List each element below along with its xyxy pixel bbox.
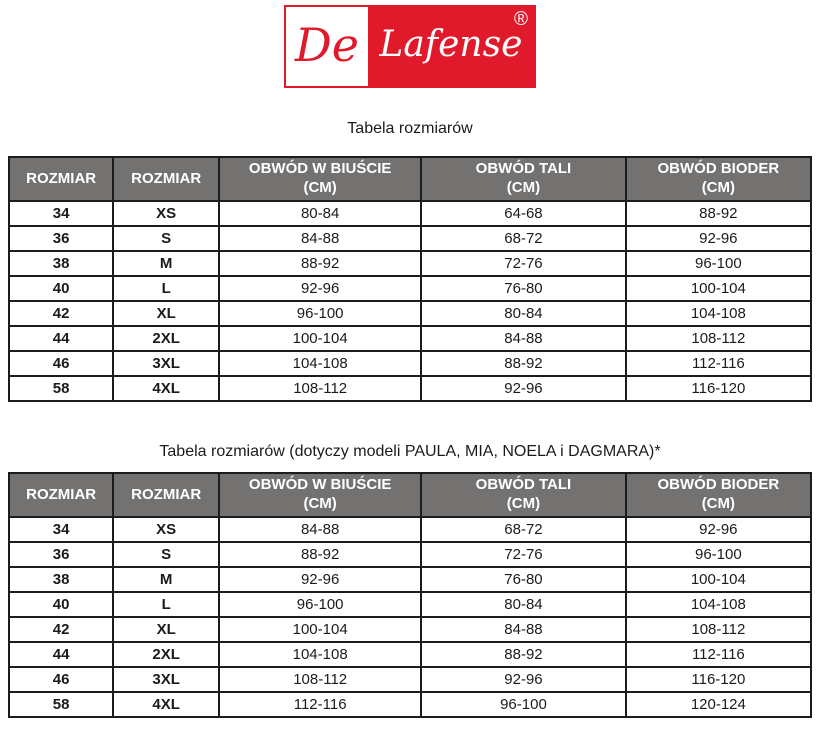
table-cell: 84-88 xyxy=(421,326,626,351)
table-row xyxy=(9,351,811,376)
table-row xyxy=(9,276,811,301)
column-header: OBWÓD W BIUŚCIE (CM) xyxy=(219,157,421,201)
table-cell: XS xyxy=(113,201,219,226)
table-cell: 92-96 xyxy=(421,376,626,401)
column-header: ROZMIAR xyxy=(113,473,219,517)
table-cell: 84-88 xyxy=(219,226,421,251)
table-cell: 92-96 xyxy=(219,567,421,592)
table-cell: 116-120 xyxy=(626,667,811,692)
table-cell: 58 xyxy=(9,376,113,401)
table-cell: 2XL xyxy=(113,642,219,667)
table-cell: 92-96 xyxy=(626,226,811,251)
table-cell: 92-96 xyxy=(626,517,811,542)
table-body xyxy=(9,201,811,401)
table-cell: 104-108 xyxy=(626,592,811,617)
table2-title: Tabela rozmiarów (dotyczy modeli PAULA, MIA, NOELA i DAGMARA)* xyxy=(159,443,661,460)
table-cell: 100-104 xyxy=(219,326,421,351)
table-cell: 4XL xyxy=(113,692,219,717)
table-cell: 36 xyxy=(9,542,113,567)
table-cell: S xyxy=(113,542,219,567)
table-cell: S xyxy=(113,226,219,251)
table-row xyxy=(9,542,811,567)
logo-lafense-text: Lafense xyxy=(379,23,523,65)
column-header: ROZMIAR xyxy=(113,157,219,201)
table-row xyxy=(9,517,811,542)
table-row xyxy=(9,667,811,692)
logo-de-text: De xyxy=(294,17,359,72)
table-cell: 104-108 xyxy=(626,301,811,326)
table-cell: 88-92 xyxy=(219,251,421,276)
logo-lafense-panel xyxy=(368,7,534,86)
registered-trademark-icon: ® xyxy=(514,9,528,30)
table-cell: 108-112 xyxy=(219,376,421,401)
table-cell: 34 xyxy=(9,201,113,226)
table-cell: 112-116 xyxy=(219,692,421,717)
table-cell: 64-68 xyxy=(421,201,626,226)
table-cell: 96-100 xyxy=(219,301,421,326)
size-table-standard xyxy=(8,156,812,402)
document-page xyxy=(0,5,820,736)
table-cell: 76-80 xyxy=(421,567,626,592)
table-header-row xyxy=(9,473,811,517)
table-body xyxy=(9,517,811,717)
table-cell: XL xyxy=(113,617,219,642)
table-cell: 88-92 xyxy=(421,351,626,376)
table-cell: 84-88 xyxy=(219,517,421,542)
table-cell: 112-116 xyxy=(626,642,811,667)
table-row xyxy=(9,642,811,667)
table-cell: 44 xyxy=(9,642,113,667)
table-cell: 88-92 xyxy=(219,542,421,567)
column-header: OBWÓD W BIUŚCIE (CM) xyxy=(219,473,421,517)
table-cell: 100-104 xyxy=(626,276,811,301)
table-cell: 96-100 xyxy=(421,692,626,717)
table-cell: L xyxy=(113,276,219,301)
brand-logo xyxy=(284,5,536,88)
table-row xyxy=(9,251,811,276)
table-cell: 42 xyxy=(9,301,113,326)
table-cell: 84-88 xyxy=(421,617,626,642)
table-cell: 68-72 xyxy=(421,517,626,542)
table-cell: 42 xyxy=(9,617,113,642)
table-cell: 3XL xyxy=(113,351,219,376)
table-cell: 80-84 xyxy=(219,201,421,226)
table-cell: 80-84 xyxy=(421,301,626,326)
table-cell: 72-76 xyxy=(421,251,626,276)
table-cell: L xyxy=(113,592,219,617)
table-cell: 34 xyxy=(9,517,113,542)
table-cell: 38 xyxy=(9,567,113,592)
column-header: OBWÓD TALI (CM) xyxy=(421,473,626,517)
table1-title: Tabela rozmiarów xyxy=(347,120,473,137)
table-cell: 44 xyxy=(9,326,113,351)
table-cell: 96-100 xyxy=(626,251,811,276)
table-cell: 92-96 xyxy=(219,276,421,301)
table-row xyxy=(9,226,811,251)
table-cell: 4XL xyxy=(113,376,219,401)
table-cell: 96-100 xyxy=(626,542,811,567)
table-cell: 40 xyxy=(9,592,113,617)
table-cell: 80-84 xyxy=(421,592,626,617)
table-cell: 46 xyxy=(9,667,113,692)
table-cell: XL xyxy=(113,301,219,326)
table-row xyxy=(9,567,811,592)
table-cell: 76-80 xyxy=(421,276,626,301)
table-cell: 40 xyxy=(9,276,113,301)
table-cell: 92-96 xyxy=(421,667,626,692)
table-cell: 120-124 xyxy=(626,692,811,717)
table-cell: 68-72 xyxy=(421,226,626,251)
table-cell: 112-116 xyxy=(626,351,811,376)
table-cell: 100-104 xyxy=(219,617,421,642)
column-header: OBWÓD BIODER (CM) xyxy=(626,157,811,201)
table-cell: 108-112 xyxy=(626,326,811,351)
size-table-paula-mia-noela-dagmara xyxy=(8,472,812,718)
table-cell: 88-92 xyxy=(421,642,626,667)
column-header: OBWÓD BIODER (CM) xyxy=(626,473,811,517)
table-cell: 88-92 xyxy=(626,201,811,226)
table-cell: 108-112 xyxy=(626,617,811,642)
table-cell: 3XL xyxy=(113,667,219,692)
table-cell: 104-108 xyxy=(219,351,421,376)
table-row xyxy=(9,376,811,401)
table-cell: XS xyxy=(113,517,219,542)
table-cell: 96-100 xyxy=(219,592,421,617)
table-cell: 58 xyxy=(9,692,113,717)
table-cell: 72-76 xyxy=(421,542,626,567)
table-row xyxy=(9,301,811,326)
table-cell: 36 xyxy=(9,226,113,251)
logo-de-panel xyxy=(286,7,368,86)
table-header-row xyxy=(9,157,811,201)
table-cell: 116-120 xyxy=(626,376,811,401)
table-row xyxy=(9,592,811,617)
column-header: OBWÓD TALI (CM) xyxy=(421,157,626,201)
table-cell: 104-108 xyxy=(219,642,421,667)
table-cell: M xyxy=(113,567,219,592)
table-row xyxy=(9,617,811,642)
table-cell: 100-104 xyxy=(626,567,811,592)
table-cell: 46 xyxy=(9,351,113,376)
table-cell: M xyxy=(113,251,219,276)
table-cell: 2XL xyxy=(113,326,219,351)
column-header: ROZMIAR xyxy=(9,473,113,517)
table-cell: 38 xyxy=(9,251,113,276)
table-row xyxy=(9,692,811,717)
column-header: ROZMIAR xyxy=(9,157,113,201)
table-cell: 108-112 xyxy=(219,667,421,692)
table-row xyxy=(9,326,811,351)
table-row xyxy=(9,201,811,226)
